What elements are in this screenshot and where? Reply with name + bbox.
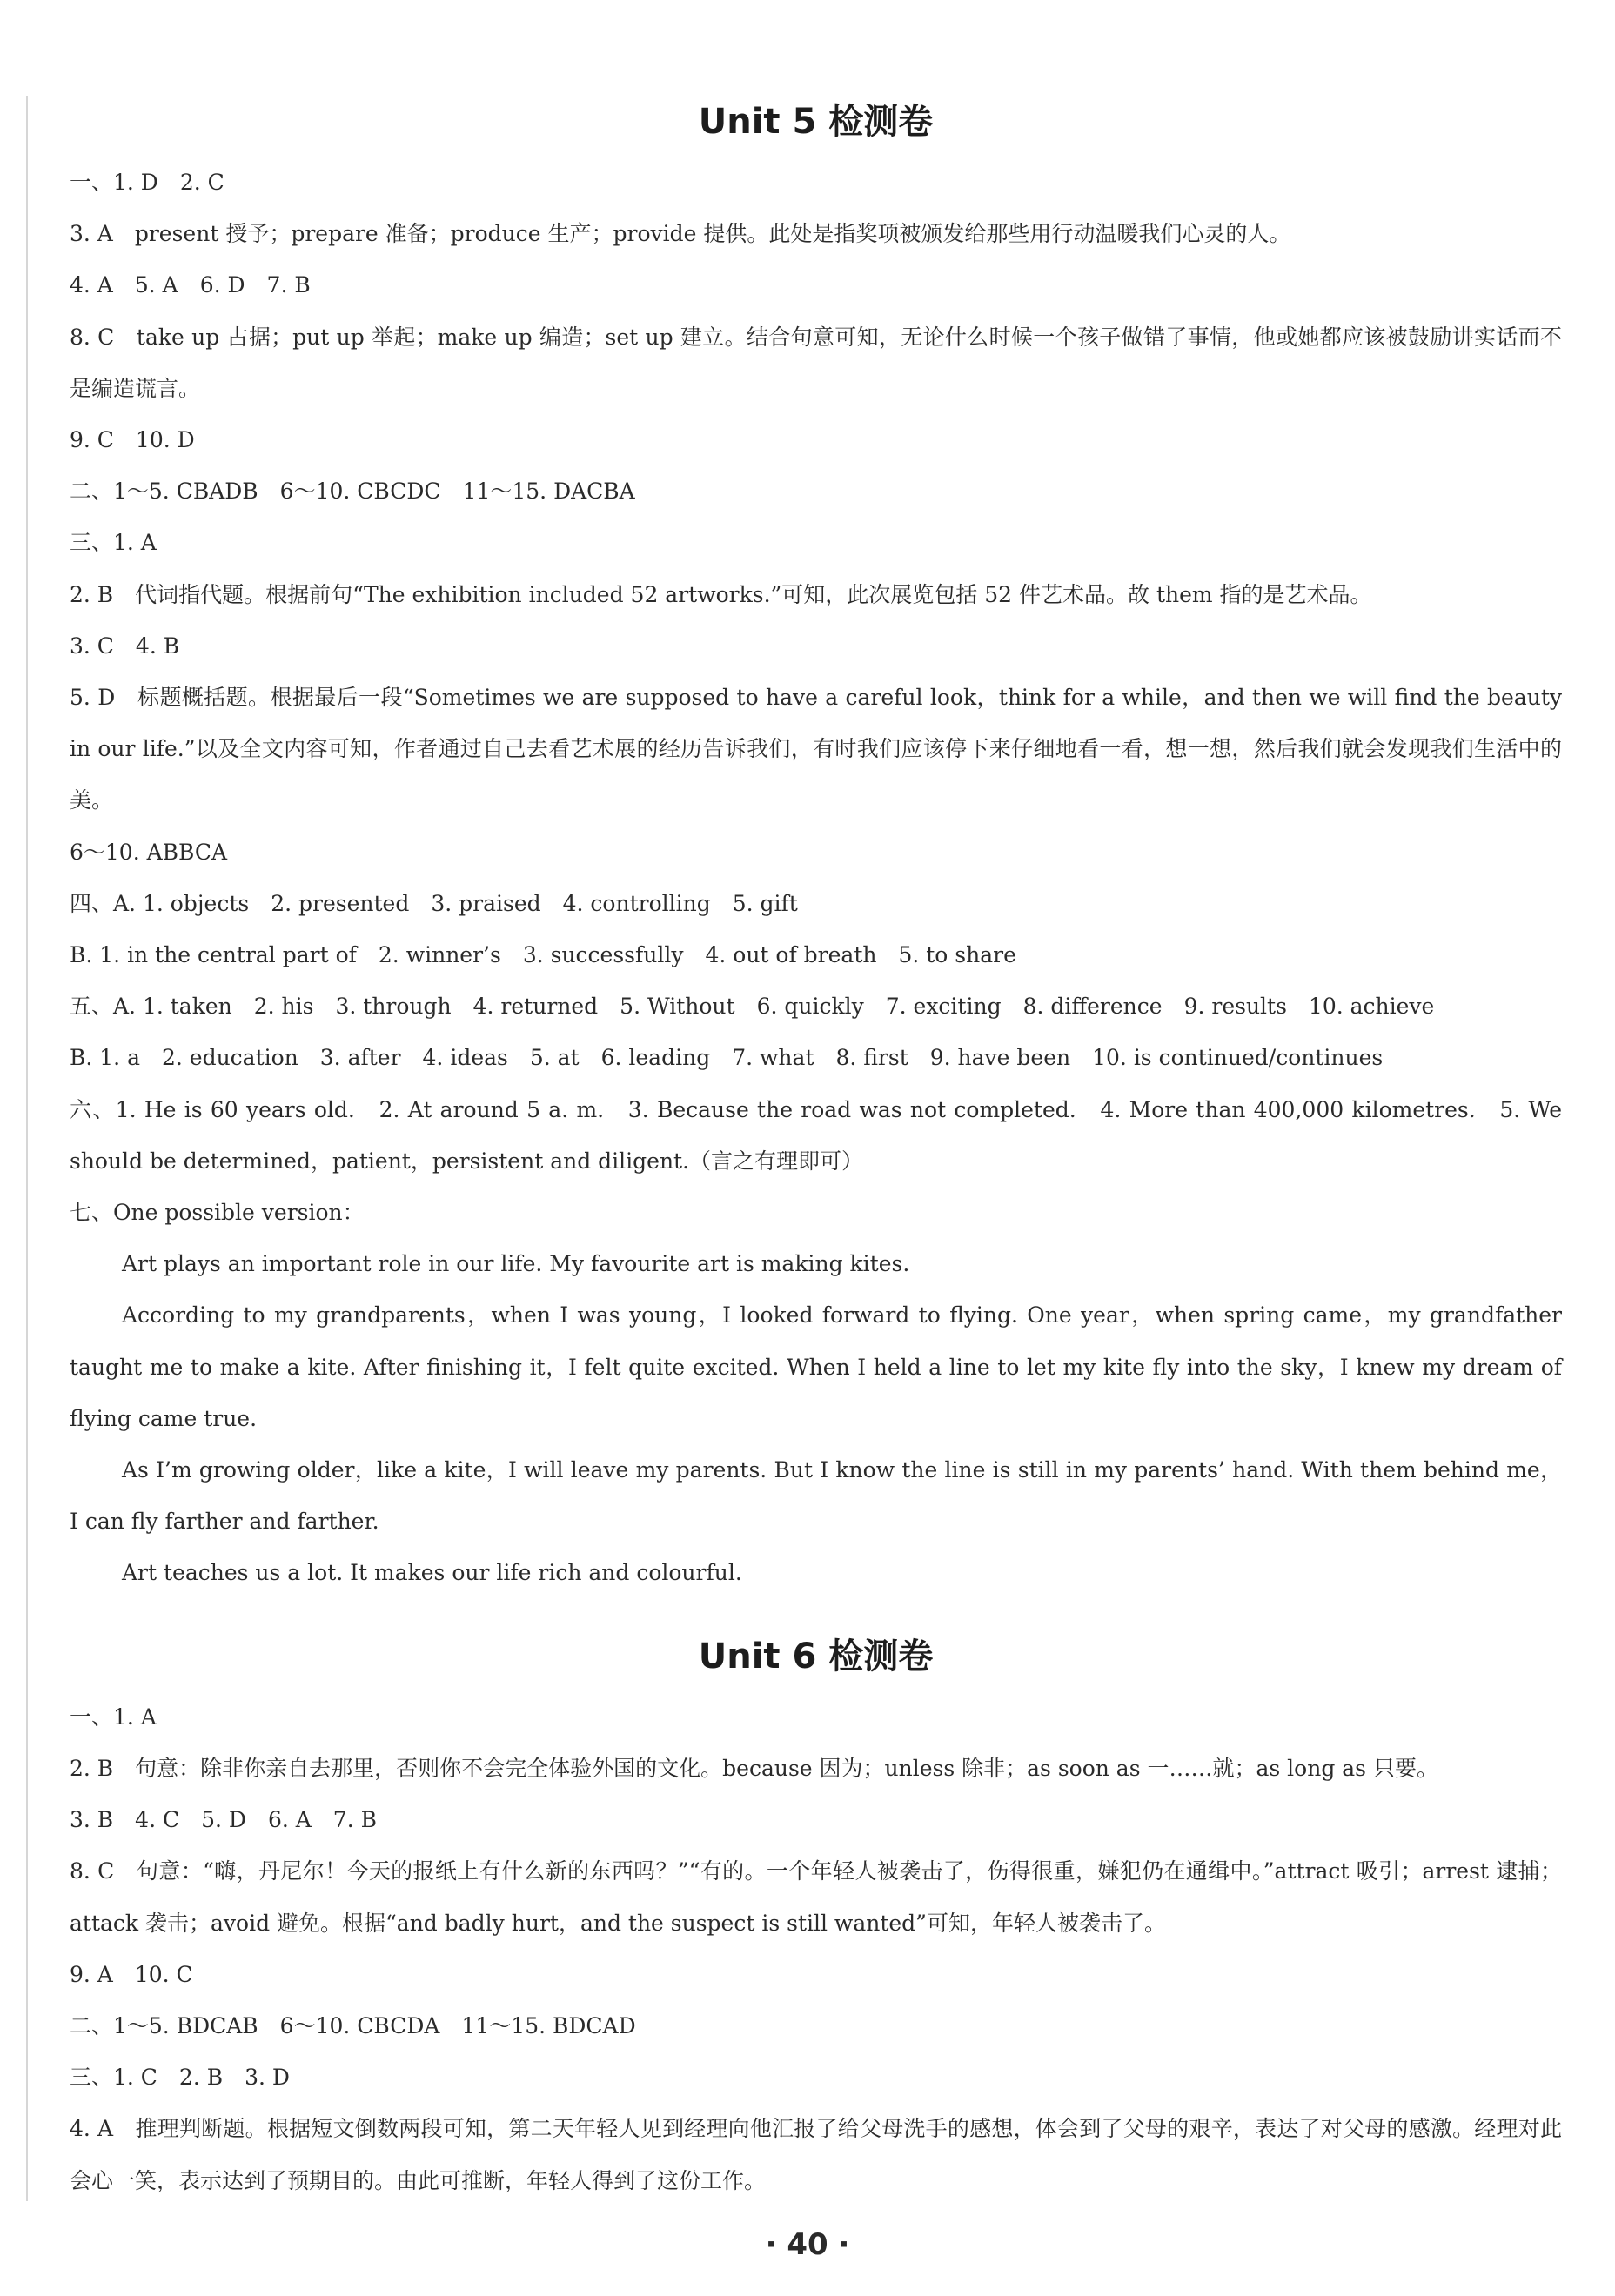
essay-paragraph: According to my grandparents，when I was young，I looked forward to flying. One year，when spring came，my grandfather taught me to make a kite. After finishing it，I felt quite excited. When I held a line to let my kite fly into the sky，I knew my dream of flying came true. (70, 1302, 1562, 1431)
unit6-answer-line: 一、1. A (70, 1704, 157, 1730)
unit5-answer-line: 6～10. ABBCA (70, 839, 228, 865)
unit5-answer-line: 二、1～5. CBADB 6～10. CBCDC 11～15. DACBA (70, 479, 635, 505)
essay-paragraph: As I’m growing older，like a kite，I will leave my parents. But I know the line is still in my parents’ hand. With them behind me，I can fly farther and farther. (70, 1457, 1562, 1535)
unit6-title: Unit 6 检测卷 (698, 1636, 934, 1677)
unit6-answer-line: 二、1～5. BDCAB 6～10. CBCDA 11～15. BDCAD (70, 2012, 636, 2038)
unit5-answer-line: 5. D 标题概括题。根据最后一段“Sometimes we are supposed to have a careful look，think for a while，and then we will find the beauty in our life.”以及全文内容可知，作者通过自己去看艺术展的经历告诉我们，有时我们应该停下来仔细地看一看，想一想，然后我们就会发现我们生活中的美。 (70, 685, 1562, 813)
unit5-answer-line: 五、A. 1. taken 2. his 3. through 4. returned 5. Without 6. quickly 7. exciting 8. difference 9. results 10. achieve (70, 994, 1435, 1020)
unit6-answer-line: 8. C 句意：“嗨，丹尼尔！今天的报纸上有什么新的东西吗？”“有的。一个年轻人被袭击了，伤得很重，嫌犯仍在通缉中。”attract 吸引；arrest 逮捕；attack 袭击；avoid 避免。根据“and badly hurt，and the suspect is still wanted”可知，年轻人被袭击了。 (70, 1858, 1562, 1936)
unit5-answer-line: 3. C 4. B (70, 633, 180, 659)
unit6-answer-line: 9. A 10. C (70, 1961, 193, 1987)
unit5-answer-line: 七、One possible version： (70, 1200, 365, 1226)
unit5-answer-line: 8. C take up 占据；put up 举起；make up 编造；set up 建立。结合句意可知，无论什么时候一个孩子做错了事情，他或她都应该被鼓励讲实话而不是编造谎言。 (70, 324, 1562, 401)
unit5-answer-line: 六、1. He is 60 years old. 2. At around 5 a. m. 3. Because the road was not completed. 4. More than 400,000 kilometres. 5. We should be determined，patient，persistent and diligent.（言之有理即可） (70, 1096, 1562, 1174)
margin-rule (26, 96, 28, 2201)
unit6-answer-line: 3. B 4. C 5. D 6. A 7. B (70, 1807, 377, 1833)
unit5-answer-line: 一、1. D 2. C (70, 170, 224, 195)
page-content (70, 96, 1562, 2206)
unit5-answer-line: 3. A present 授予；prepare 准备；produce 生产；provide 提供。此处是指奖项被颁发给那些用行动温暖我们心灵的人。 (70, 221, 1291, 247)
unit5-answer-line: 四、A. 1. objects 2. presented 3. praised 4. controlling 5. gift (70, 890, 798, 916)
unit6-answer-line: 2. B 句意：除非你亲自去那里，否则你不会完全体验外国的文化。because 因为；unless 除非；as soon as 一……就；as long as 只要。 (70, 1755, 1438, 1781)
essay-paragraph: Art teaches us a lot. It makes our life rich and colourful. (122, 1560, 742, 1586)
unit5-answer-line: B. 1. a 2. education 3. after 4. ideas 5. at 6. leading 7. what 8. first 9. have been 10. is continued/continues (70, 1045, 1384, 1071)
unit5-answer-line: 三、1. A (70, 530, 157, 556)
essay-paragraph: Art plays an important role in our life. My favourite art is making kites. (122, 1251, 910, 1277)
unit5-answer-line: 4. A 5. A 6. D 7. B (70, 272, 311, 298)
unit5-title: Unit 5 检测卷 (698, 102, 934, 142)
unit6-answer-line: 4. A 推理判断题。根据短文倒数两段可知，第二天年轻人见到经理向他汇报了给父母洗手的感想，体会到了父母的艰辛，表达了对父母的感激。经理对此会心一笑，表示达到了预期目的。由此可推断，年轻人得到了这份工作。 (70, 2116, 1562, 2193)
unit5-answer-line: 2. B 代词指代题。根据前句“The exhibition included 52 artworks.”可知，此次展览包括 52 件艺术品。故 them 指的是艺术品。 (70, 581, 1372, 607)
unit5-answer-line: 9. C 10. D (70, 427, 195, 453)
page-number: · 40 · (765, 2227, 850, 2262)
unit6-answer-line: 三、1. C 2. B 3. D (70, 2065, 290, 2091)
unit5-answer-line: B. 1. in the central part of 2. winner’s 3. successfully 4. out of breath 5. to share (70, 942, 1016, 968)
